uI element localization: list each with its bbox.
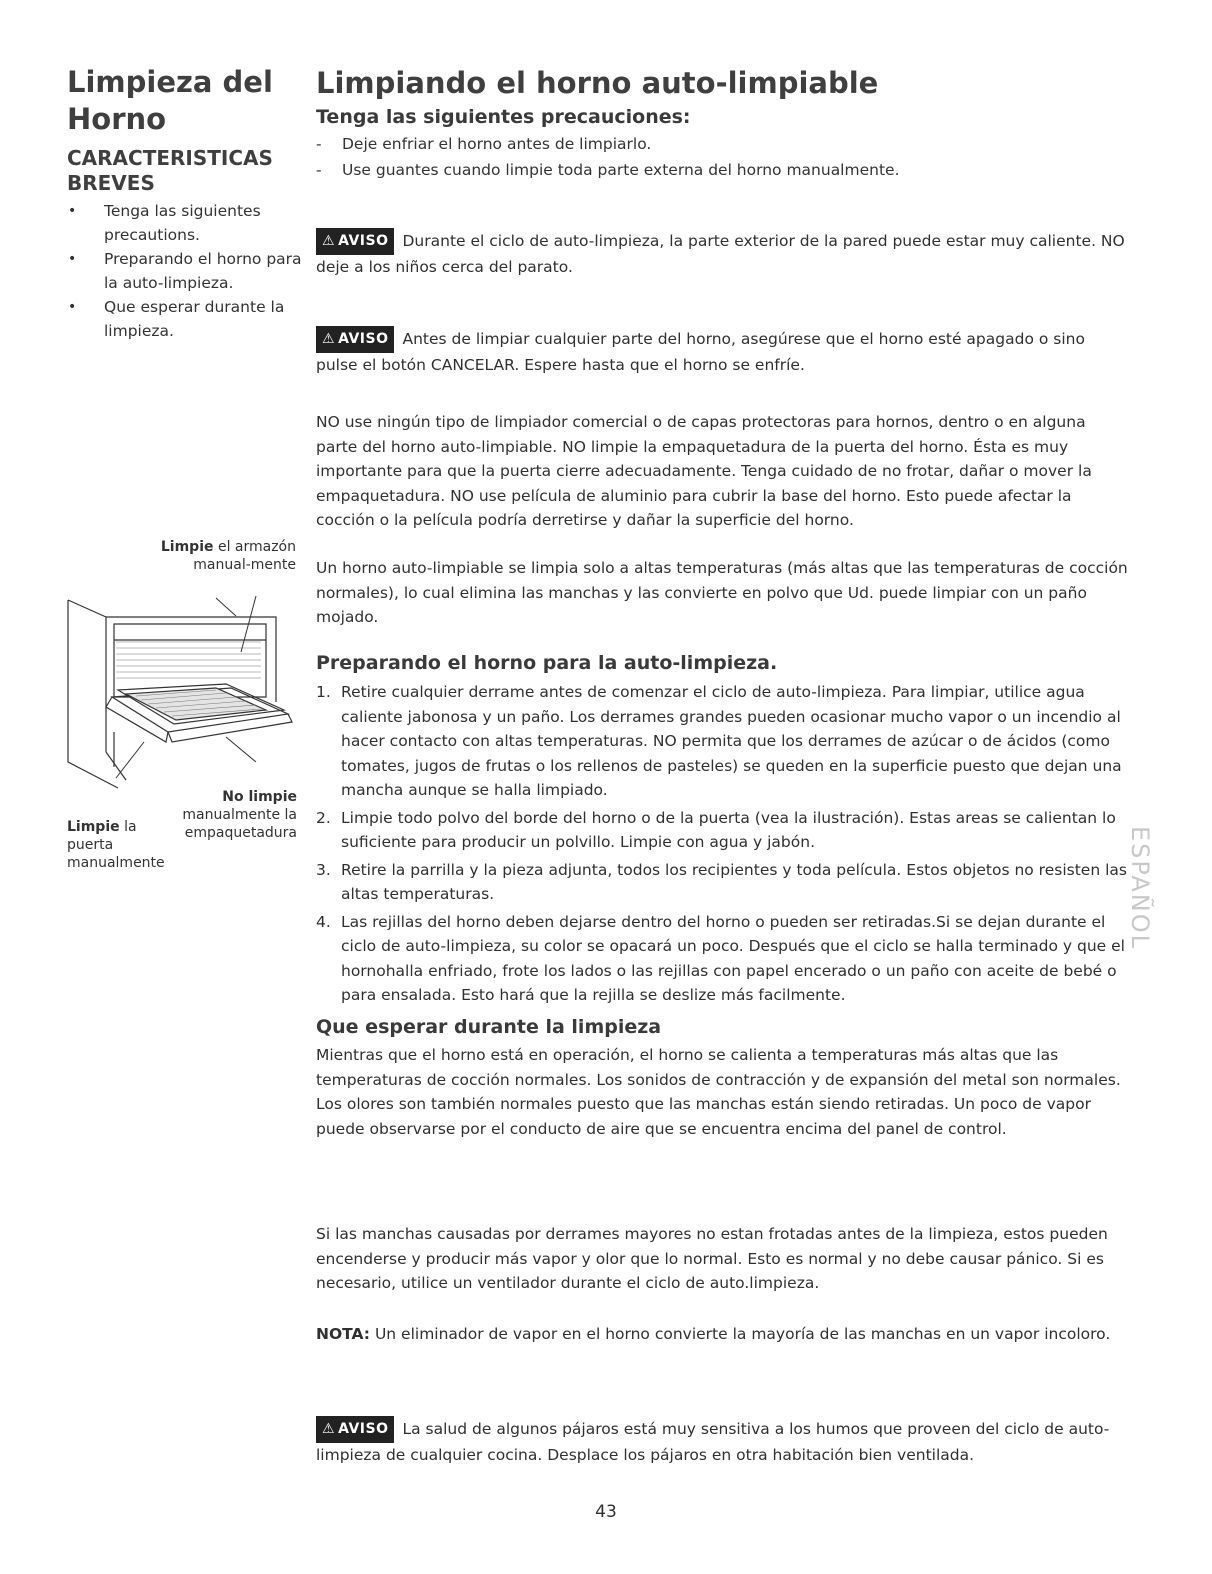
page-number: 43 [595, 1502, 617, 1522]
warning-triangle-icon: ⚠ [322, 1421, 336, 1437]
sidebar-title: Limpieza del Horno [67, 65, 273, 136]
warning-3: ⚠ AVISO La salud de algunos pájaros está muy sensitiva a los humos que proveen del ciclo de auto- limpieza de cualquier cocina. Desplace los pájaros en otra habitación bien ventilada. [316, 1416, 1131, 1467]
expect-heading: Que esperar durante la limpieza [316, 1016, 662, 1038]
sidebar-bullet: • Que esperar durante la limpieza. [68, 295, 308, 343]
sidebar-subtitle: CARACTERISTICAS BREVES [67, 146, 273, 195]
precautions-heading: Tenga las siguientes precauciones: [316, 106, 691, 128]
precautions-list [316, 131, 1116, 183]
figure-label-gasket: No limpie manualmente la empaquetadura [182, 789, 297, 841]
sidebar-bullet: • Tenga las siguientes precautions. [68, 199, 308, 247]
language-side-tab: ESPAÑOL [1126, 826, 1154, 950]
main-title: Limpiando el horno auto-limpiable [316, 66, 879, 100]
prep-step: 4. Las rejillas del horno deben dejarse dentro del horno o pueden ser retiradas.Si se dejan durante el ciclo de auto-limpieza, su color se opacará un poco. Después que el ciclo se halla terminado y que el hornohalla enfriado, frote los lados o las rejillas con papel encerado o un paño con aceite de bebé o para ensalada. Esto hará que la rejilla se deslize más facilmente. [316, 912, 1125, 1004]
prep-heading: Preparando el horno para la auto-limpieza. [316, 652, 778, 674]
aviso-badge: ⚠ AVISO [316, 228, 394, 255]
paragraph-no-cleaners: NO use ningún tipo de limpiador comercial o de capas protectoras para hornos, dentro o en alguna parte del horno auto-limpiable. NO limpie la empaquetadura de la puerta del horno. Ésta es muy importante para que la puerta cierre adecuadamente. Tenga cuidado de no frotar, dañar o mover la empaquetadura. NO use película de aluminio para cubrir la base del horno. Esto puede afectar la cocción o la película podría derretirse y dañar la superficie del horno. [316, 413, 1092, 529]
prep-step: 2. Limpie todo polvo del borde del horno o de la puerta (vea la ilustración). Estas areas se calientan lo suficiente para producir un polvillo. Limpie con agua y jabón. [316, 808, 1116, 851]
warning-1: ⚠ AVISO Durante el ciclo de auto-limpieza, la parte exterior de la pared puede estar muy caliente. NO deje a los niños cerca del parato. [316, 228, 1126, 279]
figure-label-frame: Limpie el armazón manual-mente [160, 539, 296, 573]
precaution-item: - Use guantes cuando limpie toda parte externa del horno manualmente. [316, 157, 1116, 183]
paragraph-self-clean: Un horno auto-limpiable se limpia solo a altas temperaturas (más altas que las temperaturas de cocción normales), lo cual elimina las manchas y las convierte en polvo que Ud. puede limpiar con un paño mojado. [316, 559, 1128, 626]
sidebar-bullet-list [68, 199, 308, 343]
prep-step: 3. Retire la parrilla y la pieza adjunta, todos los recipientes y toda película. Estos objetos no resisten las altas temperaturas. [316, 860, 1127, 903]
aviso-badge: ⚠ AVISO [316, 1416, 394, 1443]
sidebar-bullet: • Preparando el horno para la auto-limpieza. [68, 247, 308, 295]
warning-triangle-icon: ⚠ [322, 233, 336, 249]
warning-triangle-icon: ⚠ [322, 331, 336, 347]
warning-2: ⚠ AVISO Antes de limpiar cualquier parte del horno, asegúrese que el horno esté apagado o sino pulse el botón CANCELAR. Espere hasta que el horno se enfríe. [316, 326, 1126, 377]
figure-label-door: Limpie la puerta manualmente [67, 819, 165, 871]
oven-door-illustration [66, 592, 296, 802]
precaution-item: - Deje enfriar el horno antes de limpiarlo. [316, 131, 1116, 157]
aviso-badge: ⚠ AVISO [316, 326, 394, 353]
prep-steps [316, 680, 1131, 1011]
paragraph-spills: Si las manchas causadas por derrames mayores no estan frotadas antes de la limpieza, estos pueden encenderse y producir más vapor y olor que lo normal. Esto es normal y no debe causar pánico. Si es necesario, utilice un ventilador durante el ciclo de auto.limpieza. [316, 1225, 1108, 1292]
paragraph-operation: Mientras que el horno está en operación, el horno se calienta a temperaturas más altas que las temperaturas de cocción normales. Los sonidos de contracción y de expansión del metal son normales. Los olores son también normales puesto que las manchas están siendo retiradas. Un poco de vapor puede observarse por el conducto de aire que se encuentra encima del panel de control. [316, 1046, 1121, 1138]
nota: NOTA: Un eliminador de vapor en el horno convierte la mayoría de las manchas en un vapor incoloro. [316, 1325, 1111, 1343]
prep-step: 1. Retire cualquier derrame antes de comenzar el ciclo de auto-limpieza. Para limpiar, utilice agua caliente jabonosa y un paño. Los derrames grandes pueden ocasionar mucho vapor o un incendio al hacer contacto con altas temperaturas. NO permita que los derrames de azúcar o de ácidos (como tomates, jugos de frutas o los rellenos de pasteles) se queden en la superficie puesto que dejan una mancha aunque se halla limpiado. [316, 683, 1122, 799]
